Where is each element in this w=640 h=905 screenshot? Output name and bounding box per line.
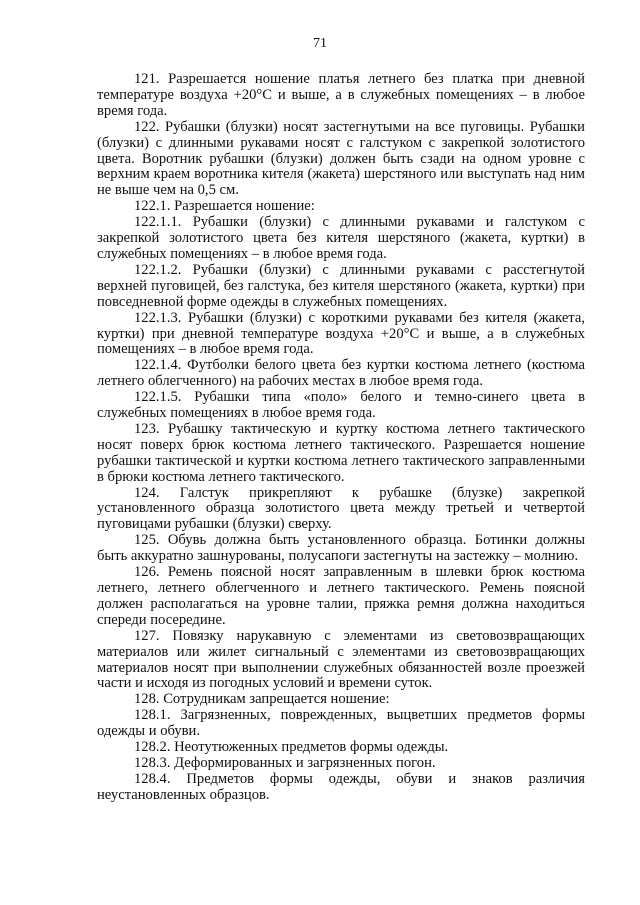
paragraph-122-1: 122.1. Разрешается ношение:: [134, 198, 315, 215]
paragraph-127: 127. Повязку нарукавную с элементами из световозвращающих материалов или жилет сигнальный с элементами из световозвращающих материалов носят при выполнении служебных обязанностей возле проезжей части и исходя из погодных условий и времени суток.: [97, 627, 585, 692]
paragraph-125: 125. Обувь должна быть установленного образца. Ботинки должны быть аккуратно зашнурованы, полусапоги застегнуты на застежку – молнию.: [97, 532, 585, 565]
paragraph-128: 128. Сотрудникам запрещается ношение:: [134, 691, 390, 708]
paragraph-122-1-3: 122.1.3. Рубашки (блузки) с короткими рукавами без кителя (жакета, куртки) при дневной температуре воздуха +20°С и выше, а в служебных помещениях – в любое время года.: [97, 309, 585, 358]
document-body: [97, 72, 585, 804]
paragraph-128-4: 128.4. Предметов формы одежды, обуви и знаков различия неустановленных образцов.: [97, 770, 585, 803]
paragraph-128-2: 128.2. Неотутюженных предметов формы одежды.: [134, 739, 449, 756]
paragraph-122-1-4: 122.1.4. Футболки белого цвета без куртки костюма летнего (костюма летнего облегченного) на рабочих местах в любое время года.: [97, 357, 585, 390]
paragraph-122-1-5: 122.1.5. Рубашки типа «поло» белого и темно-синего цвета в служебных помещениях в любое время года.: [97, 389, 585, 422]
paragraph-128-3: 128.3. Деформированных и загрязненных погон.: [134, 754, 436, 771]
page-number: 71: [313, 36, 327, 51]
paragraph-128-1: 128.1. Загрязненных, поврежденных, выцветших предметов формы одежды и обуви.: [97, 707, 585, 740]
paragraph-126: 126. Ремень поясной носят заправленным в шлевки брюк костюма летнего, летнего облегченного и летнего тактического. Ремень поясной должен располагаться на уровне талии, пряжка ремня должна находиться спереди посередине.: [97, 564, 585, 628]
paragraph-122-1-1: 122.1.1. Рубашки (блузки) с длинными рукавами и галстуком с закрепкой золотистого цвета без кителя шерстяного (жакета, куртки) в служебных помещениях – в любое время года.: [97, 214, 585, 262]
paragraph-123: 123. Рубашку тактическую и куртку костюма летнего тактического носят поверх брюк костюма летнего тактического. Разрешается ношение рубашки тактической и куртки костюма летнего тактического заправленными в брюки костюма летнего тактического.: [97, 420, 585, 485]
paragraph-122: 122. Рубашки (блузки) носят застегнутыми на все пуговицы. Рубашки (блузки) с длинными рукавами носят с галстуком с закрепкой золотистого цвета. Воротник рубашки (блузки) должен быть сзади на одном уровне с верхним краем воротника кителя (жакета) шерстяного или выступать над ним не выше чем на 0,5 см.: [97, 118, 585, 199]
paragraph-122-1-2: 122.1.2. Рубашки (блузки) с длинными рукавами с расстегнутой верхней пуговицей, без галстука, без кителя шерстяного (жакета, куртки) при повседневной форме одежды в служебных помещениях.: [97, 261, 585, 310]
paragraph-124: 124. Галстук прикрепляют к рубашке (блузке) закрепкой установленного образца золотистого цвета между третьей и четвертой пуговицами рубашки (блузки) сверху.: [97, 484, 585, 533]
paragraph-121: 121. Разрешается ношение платья летнего без платка при дневной температуре воздуха +20°С и выше, а в служебных помещениях – в любое время года.: [97, 71, 585, 119]
